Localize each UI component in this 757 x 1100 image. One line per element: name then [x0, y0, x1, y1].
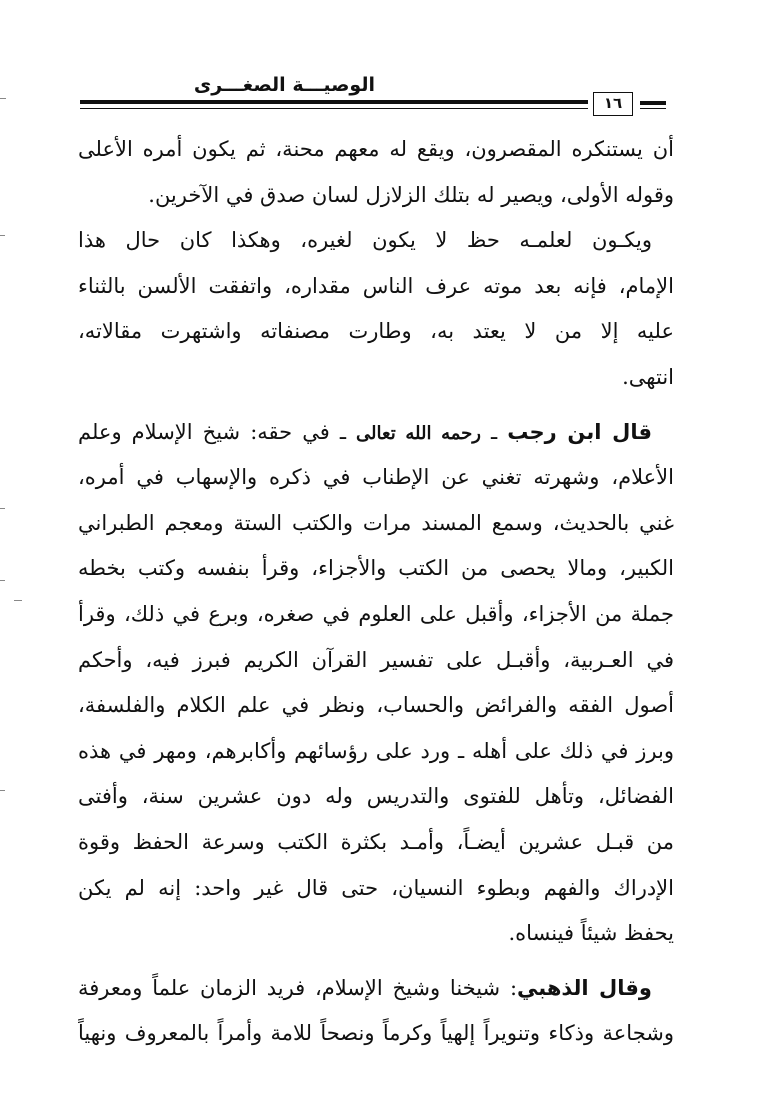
- scan-mark: [14, 600, 22, 601]
- running-title: الوصيـــة الصغـــرى: [193, 74, 375, 96]
- text-line: في العـربية، وأقبـل على تفسير القرآن الكريم فبرز فيه، وأحكم: [78, 647, 674, 672]
- text-line: جملة من الأجزاء، وأقبل على العلوم في صغره، وبرع في ذلك، وقرأ: [78, 601, 674, 626]
- text-line: الإمام، فإنه بعد موته عرف الناس مقداره، واتفقت الألسن بالثناء: [78, 273, 674, 298]
- text-line: انتهى.: [622, 364, 674, 389]
- scan-mark: [0, 580, 5, 581]
- text-fragment: شيخنا وشيخ الإسلام، فريد الزمان علماً ومعرفة: [78, 975, 501, 1000]
- text-line: الكبير، ومالا يحصى من الكتب والأجزاء، وقرأ بنفسه وكتب بخطه: [78, 556, 674, 581]
- header-rule-right-thin: [640, 108, 666, 109]
- honorific: رحمه الله تعالى: [356, 422, 481, 444]
- header-rule-thick: [80, 100, 588, 104]
- text-line: وقوله الأولى، ويصير له بتلك الزلازل لسان صدق في الآخرين.: [148, 182, 674, 207]
- header-rule-thin: [80, 108, 588, 109]
- text-line-ibn-rajab: [78, 410, 674, 456]
- text-line: أصول الفقه والفرائض والحساب، ونظر في علم الكلام والفلسفة،: [78, 693, 674, 718]
- dash: ـ: [481, 419, 508, 444]
- text-line: وبرز في ذلك على أهله ـ ورد على رؤسائهم وأكابرهم، ومهر في هذه: [78, 738, 674, 763]
- scan-mark: [0, 508, 5, 509]
- scan-mark: [0, 790, 5, 791]
- lead-text: في حقه:: [240, 419, 330, 444]
- text-fragment: شيخ الإسلام وعلم: [78, 419, 241, 444]
- text-line: الأعلام، وشهرته تغني عن الإطناب في ذكره والإسهاب في أمره،: [78, 465, 674, 490]
- text-line-dhahabi: [78, 966, 674, 1012]
- text-line: وشجاعة وذكاء وتنويراً إلهياً وكرماً ونصحاً للامة وأمراً بالمعروف ونهياً: [78, 1021, 674, 1046]
- page-number: ١٦: [593, 92, 633, 116]
- text-line: عليه إلا من لا يعتد به، وطارت مصنفاته واشتهرت مقالاته،: [78, 319, 674, 344]
- scan-mark: [0, 235, 5, 236]
- speaker-name: قال ابن رجب: [507, 419, 652, 444]
- colon: :: [500, 975, 518, 1000]
- header-rule-right: [640, 101, 666, 105]
- text-line: الفضائل، وتأهل للفتوى والتدريس وله دون عشرين سنة، وأفتى: [78, 784, 674, 809]
- text-line: غني بالحديث، وسمع المسند مرات والكتب الستة ومعجم الطبراني: [78, 510, 674, 535]
- dash: ـ: [329, 419, 357, 444]
- text-line: الإدراك والفهم وبطوء النسيان، حتى قال غير واحد: إنه لم يكن: [78, 875, 674, 900]
- page-header: [80, 72, 680, 122]
- body-text: [78, 127, 674, 1057]
- scan-mark: [0, 98, 6, 99]
- text-line: أن يستنكره المقصرون، ويقع له معهم محنة، ثم يكون أمره الأعلى: [78, 137, 674, 161]
- speaker-name: وقال الذهبي: [517, 975, 652, 1000]
- text-line: يحفظ شيئاً فينساه.: [508, 921, 674, 946]
- text-line: ويكـون لعلمـه حظ لا يكون لغيره، وهكذا كان حال هذا: [78, 228, 652, 253]
- text-line: من قبـل عشرين أيضـاً، وأمـد بكثرة الكتب وسرعة الحفظ وقوة: [78, 829, 674, 854]
